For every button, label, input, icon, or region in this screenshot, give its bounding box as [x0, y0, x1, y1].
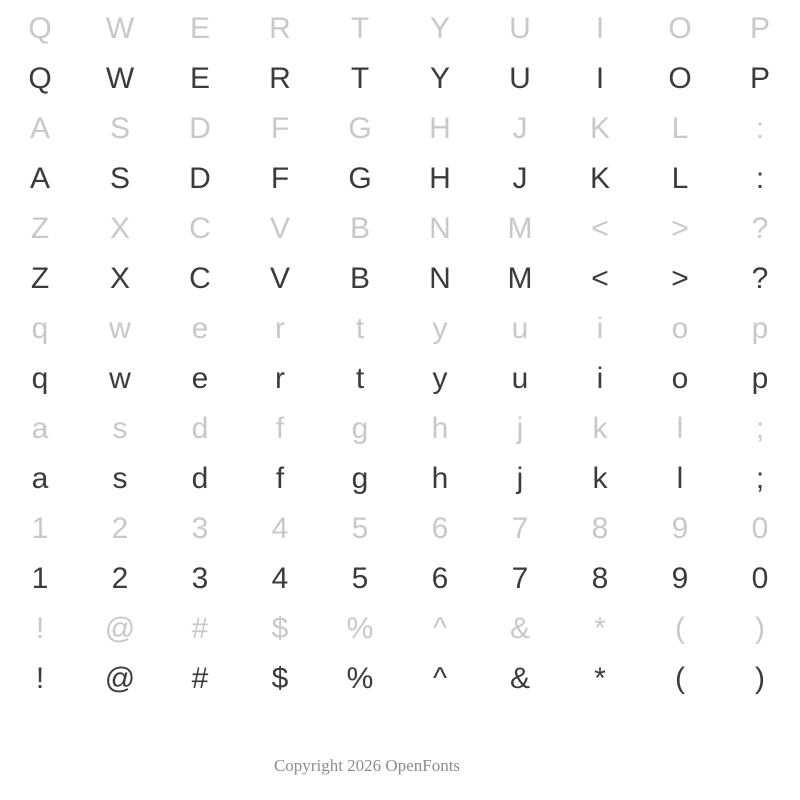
glyph-cell: ; [755, 462, 765, 495]
glyph-cell: ( [675, 612, 685, 645]
glyph-cell: V [269, 212, 290, 245]
glyph-cell: 9 [671, 512, 689, 545]
glyph-cell: A [29, 162, 50, 195]
glyph-cell: r [275, 312, 285, 345]
glyph-cell: X [109, 262, 130, 295]
glyph-cell: i [596, 312, 604, 345]
glyph-cell: K [589, 112, 610, 145]
glyph-cell: Y [429, 62, 450, 95]
glyph-cell: D [189, 162, 211, 195]
glyph-row [0, 604, 800, 654]
glyph-cell: > [671, 212, 689, 245]
glyph-cell: 4 [271, 562, 289, 595]
glyph-cell: ^ [432, 662, 448, 695]
glyph-cell: B [349, 212, 370, 245]
glyph-cell: E [189, 62, 210, 95]
glyph-row [0, 504, 800, 554]
glyph-cell: < [591, 212, 609, 245]
glyph-cell: 3 [191, 512, 209, 545]
glyph-cell: 7 [511, 512, 529, 545]
glyph-cell: X [109, 212, 130, 245]
glyph-cell: O [668, 62, 692, 95]
glyph-cell: U [509, 12, 531, 45]
glyph-cell: s [112, 462, 128, 495]
glyph-cell: 3 [191, 562, 209, 595]
glyph-cell: 1 [31, 562, 49, 595]
glyph-cell: B [349, 262, 370, 295]
glyph-cell: # [191, 662, 209, 695]
glyph-cell: w [109, 362, 131, 395]
glyph-cell: D [189, 112, 211, 145]
glyph-cell: $ [271, 662, 289, 695]
glyph-cell: h [431, 412, 449, 445]
glyph-row [0, 104, 800, 154]
glyph-cell: J [512, 112, 528, 145]
glyph-cell: Q [28, 12, 52, 45]
glyph-cell: J [512, 162, 528, 195]
glyph-cell: s [112, 412, 128, 445]
glyph-row [0, 254, 800, 304]
glyph-cell: p [751, 312, 769, 345]
glyph-cell: > [671, 262, 689, 295]
glyph-cell: o [671, 312, 689, 345]
glyph-cell: ? [751, 212, 769, 245]
glyph-cell: 5 [351, 512, 369, 545]
glyph-cell: A [29, 112, 50, 145]
glyph-cell: S [109, 162, 130, 195]
glyph-cell: 8 [591, 512, 609, 545]
glyph-cell: R [269, 62, 291, 95]
glyph-cell: & [509, 612, 530, 645]
glyph-cell: I [595, 12, 605, 45]
glyph-cell: g [351, 412, 369, 445]
glyph-row [0, 554, 800, 604]
glyph-cell: : [755, 162, 765, 195]
glyph-cell: q [31, 362, 49, 395]
glyph-cell: i [596, 362, 604, 395]
glyph-cell: 8 [591, 562, 609, 595]
glyph-cell: 6 [431, 562, 449, 595]
glyph-cell: f [275, 462, 285, 495]
glyph-cell: j [516, 412, 524, 445]
glyph-cell: T [350, 12, 370, 45]
glyph-cell: : [755, 112, 765, 145]
glyph-row [0, 154, 800, 204]
copyright-text: Copyright 2026 OpenFonts [273, 756, 461, 775]
glyph-cell: y [432, 362, 448, 395]
glyph-row [0, 654, 800, 704]
glyph-cell: K [589, 162, 610, 195]
glyph-cell: Q [28, 62, 52, 95]
glyph-cell: ( [675, 662, 685, 695]
glyph-cell: t [355, 312, 365, 345]
glyph-row [0, 4, 800, 54]
glyph-row [0, 54, 800, 104]
glyph-cell: g [351, 462, 369, 495]
glyph-row [0, 404, 800, 454]
glyph-cell: L [671, 162, 689, 195]
glyph-cell: V [269, 262, 290, 295]
glyph-cell: a [31, 462, 49, 495]
glyph-cell: w [109, 312, 131, 345]
glyph-cell: t [355, 362, 365, 395]
glyph-cell: S [109, 112, 130, 145]
glyph-cell: d [191, 462, 209, 495]
glyph-cell: $ [271, 612, 289, 645]
glyph-cell: h [431, 462, 449, 495]
glyph-cell: ? [751, 262, 769, 295]
glyph-cell: N [429, 262, 451, 295]
glyph-cell: 9 [671, 562, 689, 595]
glyph-cell: @ [104, 612, 136, 645]
glyph-row [0, 454, 800, 504]
glyph-cell: Z [30, 262, 50, 295]
glyph-cell: % [346, 662, 374, 695]
glyph-cell: C [189, 212, 211, 245]
glyph-cell: U [509, 62, 531, 95]
glyph-cell: u [511, 362, 529, 395]
glyph-cell: y [432, 312, 448, 345]
glyph-cell: 0 [751, 512, 769, 545]
glyph-cell: G [348, 162, 372, 195]
glyph-cell: % [346, 612, 374, 645]
glyph-cell: N [429, 212, 451, 245]
glyph-cell: # [191, 612, 209, 645]
glyph-cell: 6 [431, 512, 449, 545]
glyph-cell: r [275, 362, 285, 395]
glyph-cell: 5 [351, 562, 369, 595]
glyph-cell: P [749, 62, 770, 95]
glyph-cell: ! [35, 612, 45, 645]
glyph-cell: @ [104, 662, 136, 695]
glyph-cell: l [676, 462, 684, 495]
glyph-cell: F [270, 162, 290, 195]
glyph-cell: k [592, 412, 608, 445]
glyph-row [0, 354, 800, 404]
glyph-cell: C [189, 262, 211, 295]
glyph-cell: 7 [511, 562, 529, 595]
glyph-cell: Z [30, 212, 50, 245]
glyph-cell: f [275, 412, 285, 445]
glyph-cell: M [507, 212, 533, 245]
glyph-cell: F [270, 112, 290, 145]
glyph-cell: 1 [31, 512, 49, 545]
glyph-cell: M [507, 262, 533, 295]
glyph-cell: < [591, 262, 609, 295]
glyph-cell: * [594, 662, 606, 695]
glyph-cell: e [191, 312, 209, 345]
glyph-row [0, 204, 800, 254]
glyph-cell: R [269, 12, 291, 45]
glyph-cell: L [671, 112, 689, 145]
glyph-cell: H [429, 112, 451, 145]
glyph-cell: 0 [751, 562, 769, 595]
glyph-cell: ; [755, 412, 765, 445]
glyph-cell: G [348, 112, 372, 145]
glyph-cell: p [751, 362, 769, 395]
glyph-cell: 4 [271, 512, 289, 545]
glyph-cell: I [595, 62, 605, 95]
glyph-cell: * [594, 612, 606, 645]
glyph-cell: E [189, 12, 210, 45]
glyph-cell: j [516, 462, 524, 495]
glyph-cell: q [31, 312, 49, 345]
glyph-cell: 2 [111, 512, 129, 545]
glyph-row [0, 304, 800, 354]
glyph-cell: Y [429, 12, 450, 45]
glyph-cell: ) [755, 662, 765, 695]
glyph-cell: d [191, 412, 209, 445]
glyph-cell: O [668, 12, 692, 45]
glyph-cell: P [749, 12, 770, 45]
glyph-cell: k [592, 462, 608, 495]
glyph-cell: o [671, 362, 689, 395]
glyph-cell: T [350, 62, 370, 95]
glyph-cell: u [511, 312, 529, 345]
glyph-cell: H [429, 162, 451, 195]
glyph-cell: ^ [432, 612, 448, 645]
glyph-cell: e [191, 362, 209, 395]
footer [0, 756, 800, 776]
glyph-cell: & [509, 662, 530, 695]
glyph-cell: W [105, 62, 135, 95]
glyph-cell: W [105, 12, 135, 45]
glyph-cell: a [31, 412, 49, 445]
glyph-cell: ) [755, 612, 765, 645]
glyph-cell: ! [35, 662, 45, 695]
glyph-cell: 2 [111, 562, 129, 595]
glyph-cell: l [676, 412, 684, 445]
